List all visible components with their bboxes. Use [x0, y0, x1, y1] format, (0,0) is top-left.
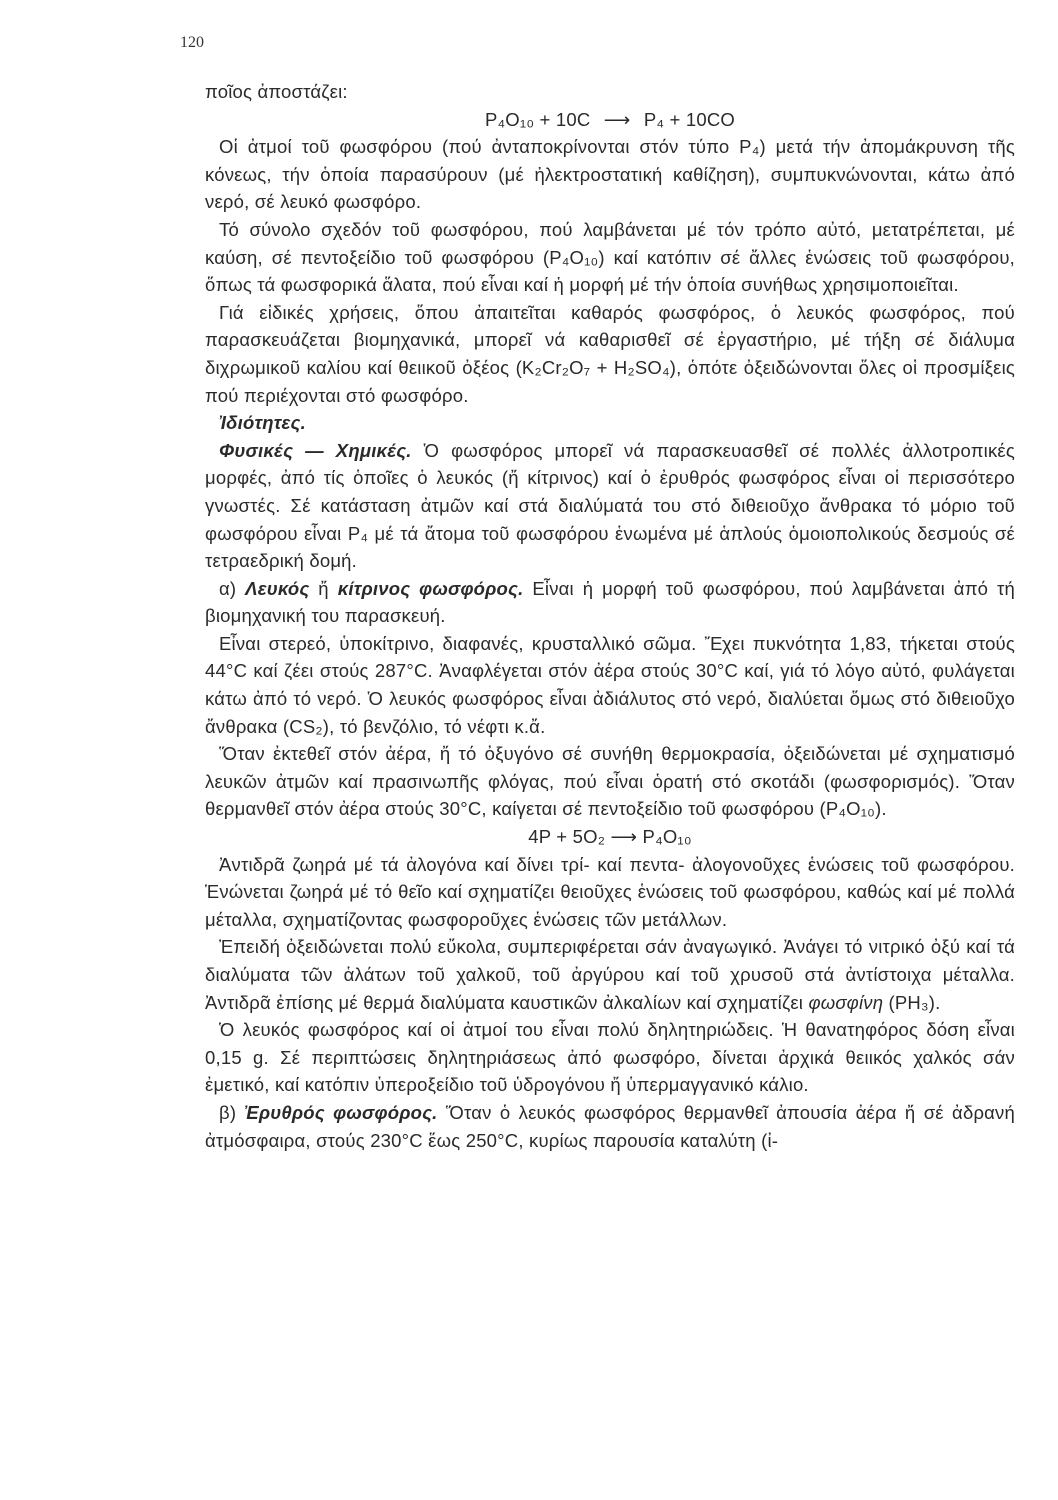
section-a-title-white: Λευκός — [245, 577, 310, 599]
paragraph-reducing-text: Ἐπειδή ὀξειδώνεται πολύ εὔκολα, συμπεριφέρεται σάν ἀναγωγικό. Ἀνάγει τό νιτρικό ὀξύ καί τά διαλύματα τῶν ἁλάτων τοῦ χαλκοῦ, τοῦ ἀργύρου καί τοῦ χρυσοῦ στά ἀντίστοιχα μέταλλα. Ἀντιδρᾶ ἐπίσης μέ θερμά διαλύματα καυστικῶν ἀλκαλίων καί σχηματίζει — [205, 936, 1015, 1013]
section-b-text: Ὅταν ὁ λευκός φωσφόρος θερμανθεῖ ἀπουσία ἀέρα ἤ σέ ἀδρανή ἀτμόσφαιρα, στούς 230°C ἕως 250°C, κυρίως παρουσία καταλύτη (ἰ- — [205, 1101, 1015, 1151]
body-text — [205, 78, 1015, 1154]
equation-2-lhs: 4P + 5O₂ — [528, 826, 606, 848]
intro-line: ποῖος ἀποστάζει: — [205, 81, 348, 102]
heading-properties — [205, 409, 1015, 437]
paragraph-purification: Γιά εἰδικές χρήσεις, ὅπου ἀπαιτεῖται καθαρός φωσφόρος, ὁ λευκός φωσφόρος, πού παρασκευάζεται βιομηχανικά, μπορεῖ νά καθαρισθεῖ σέ ἐργαστήριο, μέ τήξη σέ διάλυμα διχρωμικοῦ καλίου καί θειικοῦ ὀξέος (K₂Cr₂O₇ + H₂SO₄), ὁπότε ὀξειδώνονται ὅλες οἱ προσμίξεις πού περιέχονται στό φωσφόρο. — [205, 301, 1015, 406]
section-a-prefix: α) — [219, 577, 237, 599]
section-b-prefix: β) — [219, 1101, 237, 1123]
paragraph-toxicity: Ὁ λευκός φωσφόρος καί οἱ ἀτμοί του εἶναι πολύ δηλητηριώδεις. Ἡ θανατηφόρος δόση εἶναι 0,15 g. Σέ περιπτώσεις δηλητηριάσεως ἀπό φωσφόρο, δίνεται ἀρχικά θειικός χαλκός σάν ἐμετικό, καί κατόπιν ὑπεροξείδιο τοῦ ὑδρογόνου ἤ ὑπερμαγγανικό κάλιο. — [205, 1019, 1015, 1096]
paragraph-reducing-end: (PH₃). — [888, 991, 941, 1013]
section-a — [205, 575, 1015, 630]
page-number: 120 — [180, 34, 204, 51]
section-a-title-yellow: κίτρινος φωσφόρος. — [337, 577, 524, 599]
section-b — [205, 1099, 1015, 1154]
section-b-title: Ἐρυθρός φωσφόρος. — [244, 1101, 438, 1123]
paragraph-reducing — [205, 933, 1015, 1016]
section-a-text: Εἶναι ἡ μορφή τοῦ φωσφόρου, πού λαμβάνεται ἀπό τή βιομηχανική του παρασκευή. — [205, 577, 1016, 627]
paragraph-vapors: Οἱ ἀτμοί τοῦ φωσφόρου (πού ἀνταποκρίνονται στόν τύπο P₄) μετά τήν ἀπομάκρυνση τῆς κόνεως, τήν ὁποία παρασύρουν (μέ ἠλεκτροστατική καθίζηση), συμπυκνώνονται, κάτω ἀπό νερό, σέ λευκό φωσφόρο. — [205, 136, 1015, 213]
equation-2 — [205, 823, 1015, 851]
equation-1-rhs: P₄ + 10CO — [643, 108, 735, 130]
paragraph-allotropes — [205, 437, 1015, 575]
paragraph-physical-props: Εἶναι στερεό, ὑποκίτρινο, διαφανές, κρυσταλλικό σῶμα. Ἔχει πυκνότητα 1,83, τήκεται στούς 44°C καί ζέει στούς 287°C. Ἀναφλέγεται στόν ἀέρα στούς 30°C καί, γιά τό λόγο αὐτό, φυλάγεται κάτω ἀπό τό νερό. Ὁ λευκός φωσφόρος εἶναι ἀδιάλυτος στό νερό, διαλύεται ὅμως στό διθειοῦχο ἄνθρακα (CS₂), τό βενζόλιο, τό νέφτι κ.ἄ. — [205, 632, 1015, 737]
paragraph-halogens: Ἀντιδρᾶ ζωηρά μέ τά ἀλογόνα καί δίνει τρί- καί πεντα- ἀλογονοῦχες ἑνώσεις τοῦ φωσφόρου. Ἑνώνεται ζωηρά μέ τό θεῖο καί σχηματίζει θειοῦχες ἑνώσεις τοῦ φωσφόρου, καθώς καί μέ πολλά μέταλλα, σχηματίζοντας φωσφοροῦχες ἑνώσεις τῶν μετάλλων. — [205, 853, 1015, 930]
heading-properties-label: Ἰδιότητες. — [219, 412, 306, 434]
heading-physical-chemical: Φυσικές — Χημικές. — [219, 439, 412, 461]
paragraph-pentoxide: Τό σύνολο σχεδόν τοῦ φωσφόρου, πού λαμβάνεται μέ τόν τρόπο αὐτό, μετατρέπεται, μέ καύση, σέ πεντοξείδιο τοῦ φωσφόρου (P₄O₁₀) καί κατόπιν σέ ἄλλες ἑνώσεις τοῦ φωσφόρου, ὅπως τά φωσφορικά ἅλατα, πού εἶναι καί ἡ μορφή μέ τήν ὁποία συνήθως χρησιμοποιεῖται. — [205, 218, 1015, 296]
paragraph-oxidation: Ὅταν ἐκτεθεῖ στόν ἀέρα, ἤ τό ὀξυγόνο σέ συνήθη θερμοκρασία, ὀξειδώνεται μέ σχηματισμό λευκῶν ἀτμῶν καί πρασινωπῆς φλόγας, πού εἶναι ὁρατή στό σκοτάδι (φωσφορισμός). Ὅταν θερμανθεῖ στόν ἀέρα στούς 30°C, καίγεται σέ πεντοξείδιο τοῦ φωσφόρου (P₄O₁₀). — [205, 743, 1015, 820]
section-a-or: ἤ — [318, 577, 329, 599]
paragraph-allotropes-text: Ὁ φωσφόρος μπορεῖ νά παρασκευασθεῖ σέ πολλές ἀλλοτροπικές μορφές, ἀπό τίς ὁποῖες ὁ λευκός (ἤ κίτρινος) καί ὁ ἐρυθρός φωσφόρος εἶναι οἱ περισσότερο γνωστές. Σέ κατάσταση ἀτμῶν καί στά διαλύματά του στό διθειοῦχο ἄνθρακα τό μόριο τοῦ φωσφόρου εἶναι P₄ μέ τά ἄτομα τοῦ φωσφόρου ἑνωμένα μέ ἁπλούς ὁμοιοπολικούς δεσμούς σέ τετραεδρική δομή. — [205, 439, 1015, 572]
term-phosphine: φωσφίνη — [808, 991, 884, 1013]
equation-1 — [205, 106, 1015, 134]
reaction-arrow-icon: ⟶ — [603, 108, 631, 130]
reaction-arrow-icon: ⟶ — [610, 826, 638, 848]
equation-1-lhs: P₄O₁₀ + 10C — [485, 108, 591, 130]
equation-2-rhs: P₄O₁₀ — [642, 826, 692, 848]
